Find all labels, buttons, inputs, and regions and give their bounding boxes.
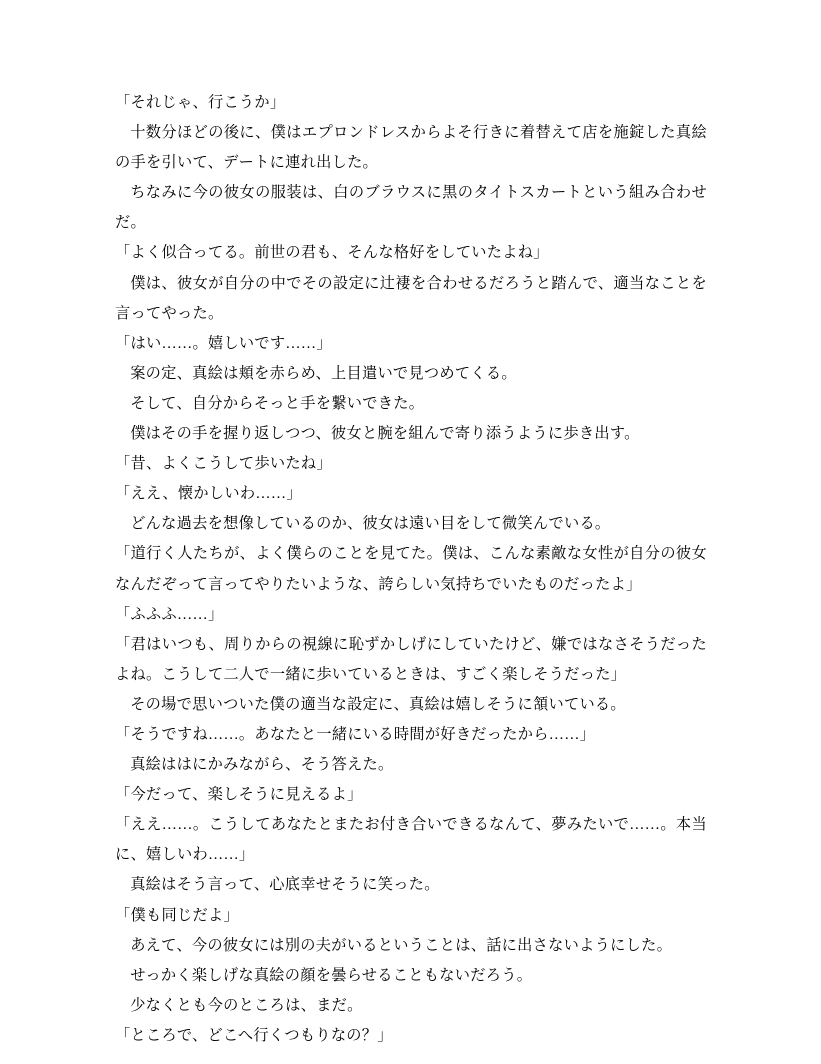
- paragraph: 「それじゃ、行こうか」: [115, 94, 286, 111]
- paragraph: 真絵ははにかみながら、そう答えた。: [130, 756, 394, 774]
- paragraph: 「ふふふ……」: [115, 605, 224, 623]
- paragraph: 案の定、真絵は頬を赤らめ、上目遣いで見つめてくる。: [130, 364, 517, 382]
- paragraph: 少なくとも今のところは、まだ。: [130, 996, 363, 1014]
- paragraph: 「ええ……。こうしてあなたとまたお付き合いできるなんて、夢みたいで……。本当に、嬉しいわ……」: [115, 816, 707, 864]
- paragraph: 「そうですね……。あなたと一緒にいる時間が好きだったから……」: [115, 725, 596, 743]
- paragraph: 「ところで、どこへ行くつもりなの？」: [115, 1026, 393, 1044]
- paragraph: せっかく楽しげな真絵の顔を曇らせることもないだろう。: [130, 966, 533, 984]
- paragraph: その場で思いついた僕の適当な設定に、真絵は嬉しそうに頷いている。: [130, 695, 626, 713]
- paragraph: どんな過去を想像しているのか、彼女は遠い目をして微笑んでいる。: [130, 515, 611, 533]
- novel-text-body: [115, 88, 707, 1051]
- paragraph: 十数分ほどの後に、僕はエプロンドレスからよそ行きに着替えて店を施錠した真絵の手を引いて、デートに連れ出した。: [115, 124, 707, 172]
- paragraph: 僕はその手を握り返しつつ、彼女と腕を組んで寄り添うように歩き出す。: [130, 425, 640, 443]
- paragraph: 「よく似合ってる。前世の君も、そんな格好をしていたよね」: [115, 244, 549, 262]
- paragraph: ちなみに今の彼女の服装は、白のブラウスに黒のタイトスカートという組み合わせだ。: [115, 184, 707, 232]
- paragraph: 「僕も同じだよ」: [115, 906, 239, 924]
- paragraph: 「道行く人たちが、よく僕らのことを見てた。僕は、こんな素敵な女性が自分の彼女なんだぞって言ってやりたいような、誇らしい気持ちでいたものだったよ」: [115, 545, 707, 593]
- paragraph: 「ええ、懐かしいわ……」: [115, 485, 302, 503]
- paragraph: 「君はいつも、周りからの視線に恥ずかしげにしていたけど、嫌ではなさそうだったよね。こうして二人で一緒に歩いているときは、すごく楽しそうだった」: [115, 635, 707, 683]
- paragraph: 「はい……。嬉しいです……」: [115, 334, 332, 352]
- paragraph: そして、自分からそっと手を繋いできた。: [130, 394, 425, 412]
- paragraph: 「昔、よくこうして歩いたね」: [115, 455, 332, 473]
- paragraph: あえて、今の彼女には別の夫がいるということは、話に出さないようにした。: [130, 936, 673, 954]
- paragraph: 「今だって、楽しそうに見えるよ」: [115, 786, 363, 804]
- paragraph: 僕は、彼女が自分の中でその設定に辻褄を合わせるだろうと踏んで、適当なことを言ってやった。: [115, 274, 707, 322]
- paragraph: 真絵はそう言って、心底幸せそうに笑った。: [130, 876, 440, 894]
